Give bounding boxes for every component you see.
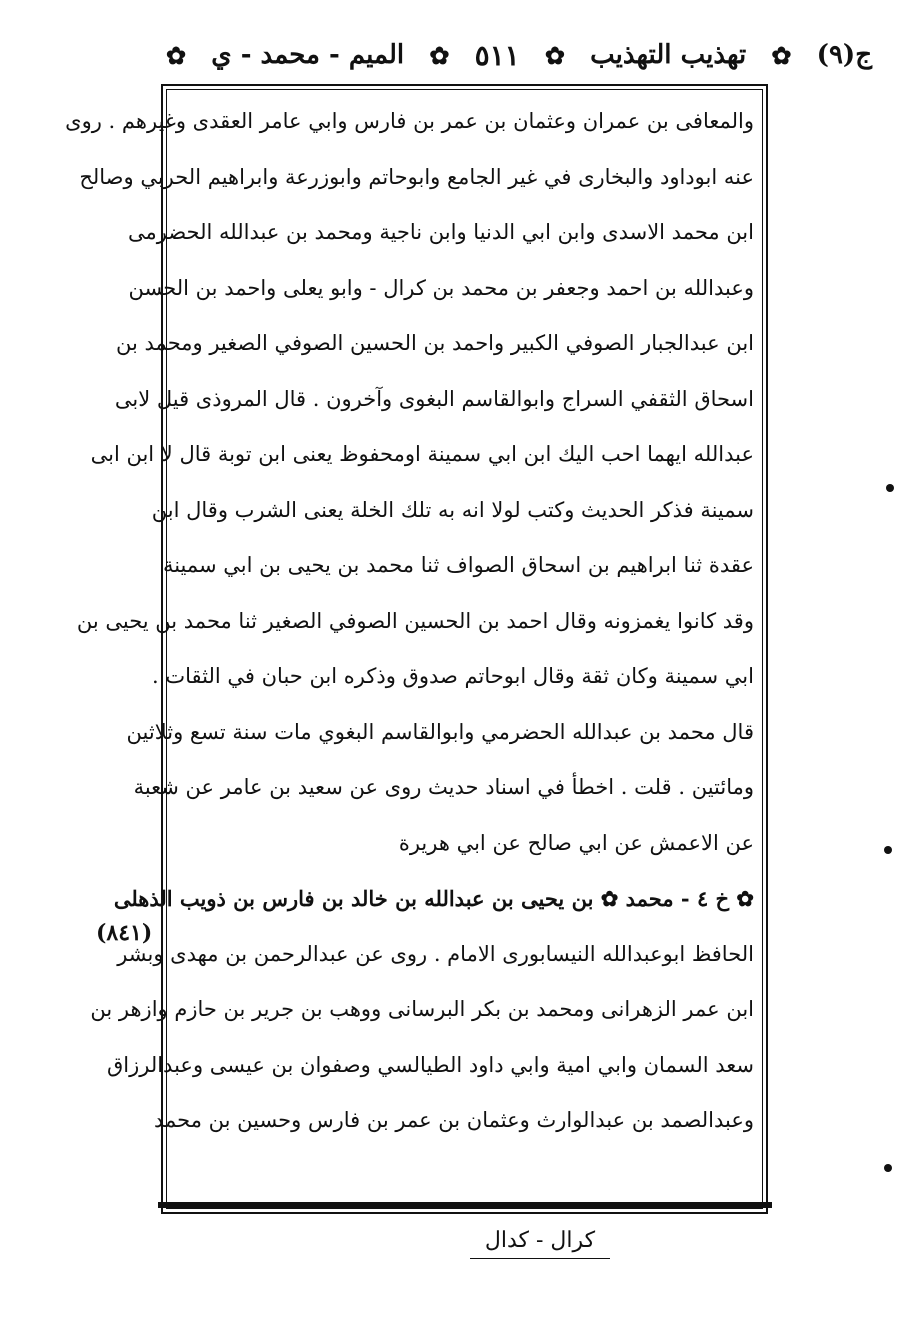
margin-mark xyxy=(884,1164,892,1172)
text-line: قال محمد بن عبدالله الحضرمي وابوالقاسم البغوي مات سنة تسع وثلاثين xyxy=(126,719,754,744)
text-line: ومائتين . قلت . اخطأ في اسناد حديث روى عن سعيد بن عامر عن شعبة xyxy=(133,775,754,799)
text-line: اسحاق الثقفي السراج وابوالقاسم البغوى وآخرون . قال المروذى قيل لابى xyxy=(114,386,754,411)
entry-heading-line: ✿ خ ٤ - محمد ✿ بن يحيى بن عبدالله بن خالد بن فارس بن ذويب الذهلى xyxy=(113,886,754,911)
text-line: عبدالله ايهما احب اليك ابن ابي سمينة اومحفوظ يعنى ابن توبة قال لا ابن ابى xyxy=(90,442,754,466)
text-line: وعبدالله بن احمد وجعفر بن محمد بن كرال - وابو يعلى واحمد بن الحسن xyxy=(128,275,754,300)
page-number: ٥١١ xyxy=(474,38,520,72)
page-header xyxy=(160,28,872,82)
text-line: سمينة فذكر الحديث وكتب لولا انه به تلك الخلة يعنى الشرب وقال ابن xyxy=(151,497,754,522)
text-line: ابي سمينة وكان ثقة وقال ابوحاتم صدوق وذكره ابن حبان في الثقات . xyxy=(152,664,754,688)
ornament-icon: ✿ xyxy=(166,40,187,70)
text-line: ابن عبدالجبار الصوفي الكبير واحمد بن الحسين الصوفي الصغير ومحمد بن xyxy=(116,331,754,355)
text-line: الحافظ ابوعبدالله النيسابورى الامام . روى عن عبدالرحمن بن مهدى وبشر xyxy=(117,941,754,966)
text-line: سعد السمان وابي امية وابي داود الطيالسي وصفوان بن عيسى وعبدالرزاق xyxy=(106,1052,754,1077)
frame-bottom-rule xyxy=(158,1202,772,1208)
ornament-icon: ✿ xyxy=(771,40,792,70)
text-line: عقدة ثنا ابراهيم بن اسحاق الصواف ثنا محمد بن يحيى بن ابي سمينة xyxy=(162,553,754,577)
text-line: والمعافى بن عمران وعثمان بن عمر بن فارس وابي عامر العقدى وغيرهم . روى xyxy=(65,109,754,133)
section-title: الميم - محمد - ي xyxy=(211,40,405,70)
entry-number: (٨٤١) xyxy=(96,920,153,946)
text-line: ابن عمر الزهرانى ومحمد بن بكر البرسانى ووهب بن جرير بن حازم وازهر بن xyxy=(90,997,754,1021)
book-title: تهذيب التهذيب xyxy=(590,40,747,70)
text-line: وعبدالصمد بن عبدالوارث وعثمان بن عمر بن فارس وحسين بن محمد xyxy=(153,1108,754,1132)
text-line: وقد كانوا يغمزونه وقال احمد بن الحسين الصوفي الصغير ثنا محمد بن يحيى بن xyxy=(76,608,754,633)
ornament-icon: ✿ xyxy=(429,40,450,70)
text-line: عنه ابوداود والبخارى في غير الجامع وابوحاتم وابوزرعة وابراهيم الحربي وصالح xyxy=(79,164,754,189)
volume-label: ج(٩) xyxy=(816,40,872,70)
margin-mark xyxy=(884,846,892,854)
text-line-last: عن الاعمش عن ابي صالح عن ابي هريرة xyxy=(398,830,754,855)
footnote-underline xyxy=(470,1258,610,1259)
footnote: كرال - كدال xyxy=(484,1228,596,1253)
margin-mark xyxy=(886,484,894,492)
ornament-icon: ✿ xyxy=(544,40,565,70)
text-line: ابن محمد الاسدى وابن ابي الدنيا وابن ناجية ومحمد بن عبدالله الحضرمى xyxy=(128,220,754,244)
